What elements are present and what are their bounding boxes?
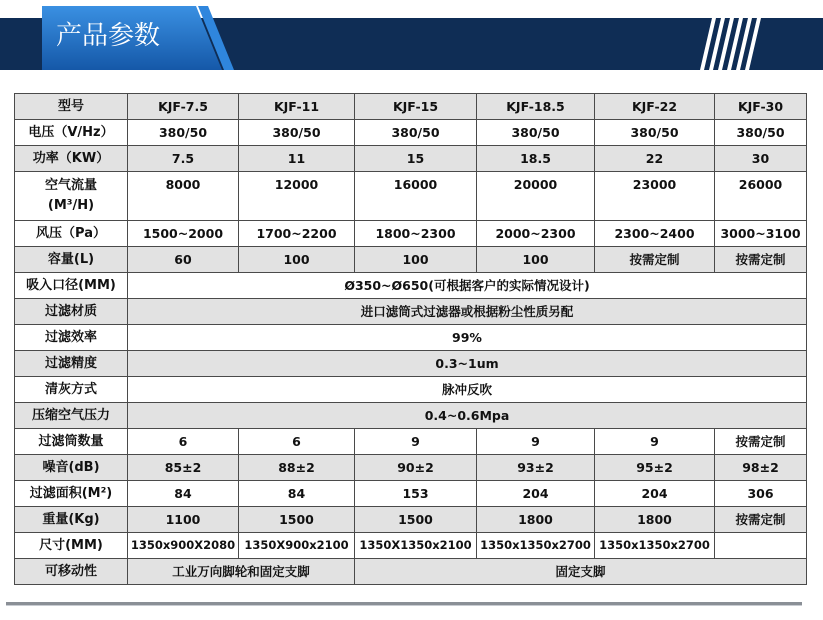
row-label: 吸入口径(MM): [15, 273, 128, 299]
row-label: 重量(Kg): [15, 507, 128, 533]
table-cell: 1350X1350x2100: [355, 533, 477, 559]
table-cell: 60: [128, 247, 239, 273]
table-cell: KJF-22: [595, 94, 715, 120]
row-label: 压缩空气压力: [15, 403, 128, 429]
table-row-filter-precision: [15, 351, 807, 377]
table-cell: 18.5: [477, 146, 595, 172]
table-cell: 90±2: [355, 455, 477, 481]
row-label: 噪音(dB): [15, 455, 128, 481]
row-label: 过滤效率: [15, 325, 128, 351]
table-cell: 16000: [355, 172, 477, 221]
table-row-filter-material: [15, 299, 807, 325]
table-cell: 380/50: [355, 120, 477, 146]
table-cell-merged: 0.3~1um: [128, 351, 807, 377]
table-cell: 1800~2300: [355, 221, 477, 247]
table-cell: 1700~2200: [239, 221, 355, 247]
table-cell-merged: 脉冲反吹: [128, 377, 807, 403]
table-cell: 93±2: [477, 455, 595, 481]
row-label: 过滤筒数量: [15, 429, 128, 455]
table-cell: 26000: [715, 172, 807, 221]
table-cell: KJF-7.5: [128, 94, 239, 120]
table-cell: 9: [477, 429, 595, 455]
table-cell-merged: 进口滤筒式过滤器或根据粉尘性质另配: [128, 299, 807, 325]
table-cell: 204: [595, 481, 715, 507]
row-label: 电压（V/Hz）: [15, 120, 128, 146]
table-cell: 1800: [595, 507, 715, 533]
table-cell: 1350x1350x2700: [595, 533, 715, 559]
table-cell: 100: [477, 247, 595, 273]
table-cell: 1500: [239, 507, 355, 533]
table-row-noise: [15, 455, 807, 481]
table-cell: 30: [715, 146, 807, 172]
table-row-air-pressure: [15, 403, 807, 429]
table-cell: 84: [239, 481, 355, 507]
table-row-capacity: [15, 247, 807, 273]
row-label: 型号: [15, 94, 128, 120]
table-cell: KJF-11: [239, 94, 355, 120]
row-label-line1: 空气流量: [44, 178, 97, 193]
table-cell: 8000: [128, 172, 239, 221]
row-label: 清灰方式: [15, 377, 128, 403]
table-row-mobility: [15, 559, 807, 585]
table-cell-merged: Ø350~Ø650(可根据客户的实际情况设计): [128, 273, 807, 299]
table-cell: 1100: [128, 507, 239, 533]
table-cell: 7.5: [128, 146, 239, 172]
table-row-inlet: [15, 273, 807, 299]
table-cell: 204: [477, 481, 595, 507]
header-banner: [0, 0, 823, 76]
table-cell: KJF-30: [715, 94, 807, 120]
table-cell: 1500: [355, 507, 477, 533]
table-cell: 100: [355, 247, 477, 273]
table-row-cartridge-count: [15, 429, 807, 455]
table-cell: KJF-18.5: [477, 94, 595, 120]
spec-table: [14, 93, 807, 585]
table-cell-merged: 0.4~0.6Mpa: [128, 403, 807, 429]
table-cell: 1350x1350x2700: [477, 533, 595, 559]
table-cell: 11: [239, 146, 355, 172]
table-cell: 100: [239, 247, 355, 273]
table-cell-merged: 固定支脚: [355, 559, 807, 585]
table-row-model: [15, 94, 807, 120]
page-title: 产品参数: [56, 21, 161, 51]
table-cell: 380/50: [128, 120, 239, 146]
table-cell-merged: 工业万向脚轮和固定支脚: [128, 559, 355, 585]
table-cell: 20000: [477, 172, 595, 221]
row-label: 可移动性: [15, 559, 128, 585]
table-cell: 1350X900x2100: [239, 533, 355, 559]
row-label-line2: (M³/H): [47, 198, 95, 213]
table-row-pressure: [15, 221, 807, 247]
table-cell: 按需定制: [715, 429, 807, 455]
row-label: 风压（Pa）: [15, 221, 128, 247]
table-cell: 按需定制: [715, 507, 807, 533]
table-cell: 2000~2300: [477, 221, 595, 247]
table-row-power: [15, 146, 807, 172]
table-cell-merged: 99%: [128, 325, 807, 351]
table-cell: 380/50: [595, 120, 715, 146]
row-label: 过滤材质: [15, 299, 128, 325]
row-label: 功率（KW）: [15, 146, 128, 172]
table-cell: 380/50: [239, 120, 355, 146]
table-cell: 6: [128, 429, 239, 455]
table-cell: 98±2: [715, 455, 807, 481]
table-cell: [715, 533, 807, 559]
table-cell: 23000: [595, 172, 715, 221]
table-cell: 95±2: [595, 455, 715, 481]
table-cell: 22: [595, 146, 715, 172]
table-row-airflow: [15, 172, 807, 221]
row-label: 尺寸(MM): [15, 533, 128, 559]
row-label: [15, 172, 128, 221]
table-cell: 3000~3100: [715, 221, 807, 247]
table-cell: 88±2: [239, 455, 355, 481]
table-cell: 380/50: [477, 120, 595, 146]
row-label: 容量(L): [15, 247, 128, 273]
table-cell: 153: [355, 481, 477, 507]
table-row-filter-efficiency: [15, 325, 807, 351]
bottom-divider-highlight: [6, 605, 802, 606]
table-row-weight: [15, 507, 807, 533]
table-cell: 15: [355, 146, 477, 172]
table-cell: 按需定制: [595, 247, 715, 273]
table-row-cleaning: [15, 377, 807, 403]
table-cell: 306: [715, 481, 807, 507]
row-label: 过滤面积(M²): [15, 481, 128, 507]
table-cell: KJF-15: [355, 94, 477, 120]
table-cell: 按需定制: [715, 247, 807, 273]
table-cell: 2300~2400: [595, 221, 715, 247]
table-cell: 12000: [239, 172, 355, 221]
row-label: 过滤精度: [15, 351, 128, 377]
table-cell: 380/50: [715, 120, 807, 146]
table-cell: 1350x900X2080: [128, 533, 239, 559]
table-row-voltage: [15, 120, 807, 146]
table-cell: 9: [355, 429, 477, 455]
table-row-filter-area: [15, 481, 807, 507]
table-cell: 9: [595, 429, 715, 455]
table-cell: 6: [239, 429, 355, 455]
table-cell: 84: [128, 481, 239, 507]
table-cell: 1800: [477, 507, 595, 533]
table-cell: 85±2: [128, 455, 239, 481]
table-cell: 1500~2000: [128, 221, 239, 247]
table-row-dimensions: [15, 533, 807, 559]
